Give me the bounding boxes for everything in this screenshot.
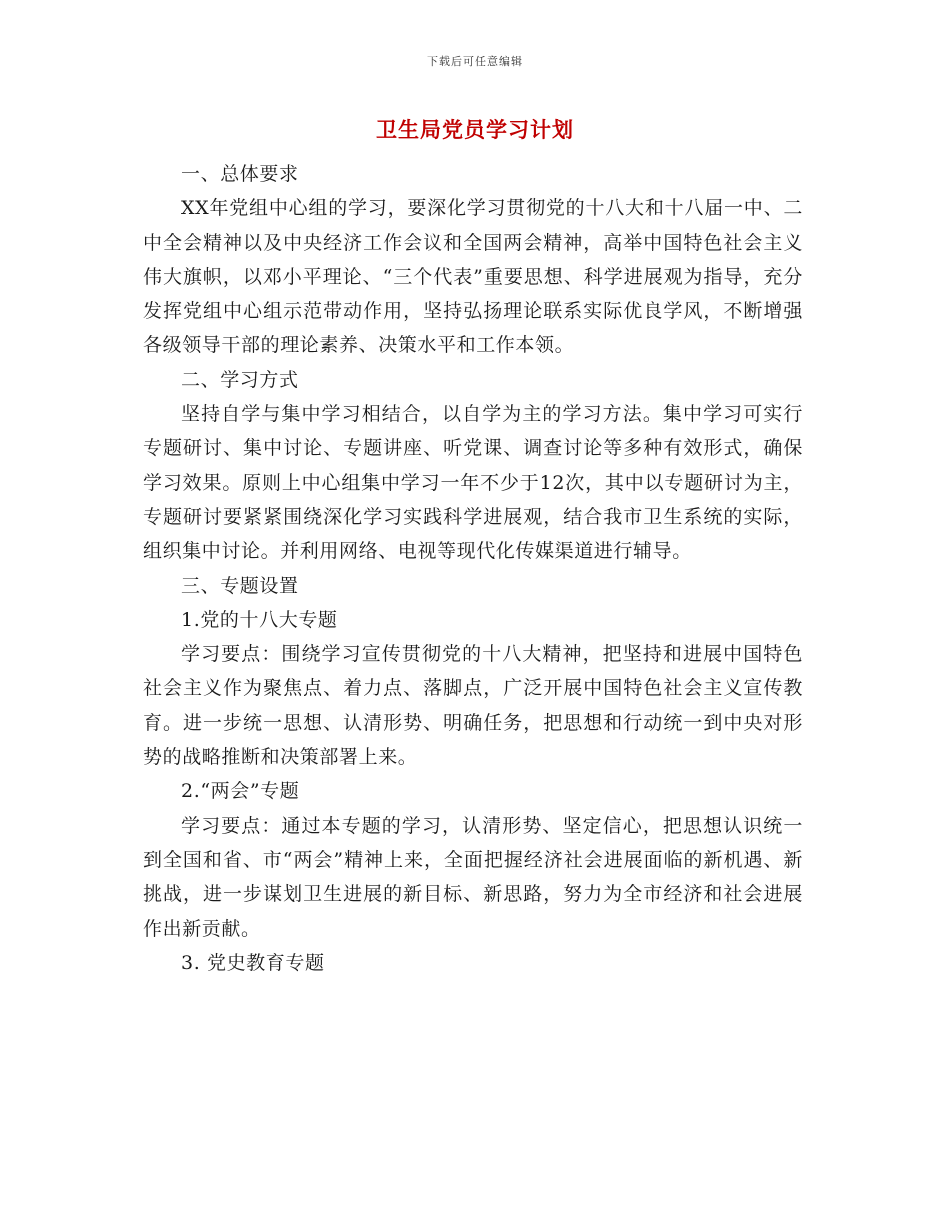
document-title: 卫生局党员学习计划 [376, 117, 574, 142]
topic-heading-party-history: 3. 党史教育专题 [181, 951, 325, 974]
paragraph-18th-congress: 学习要点：围绕学习宣传贯彻党的十八大精神，把坚持和进展中国特色社会主义作为聚焦点、着力点、落脚点，广泛开展中国特色社会主义宣传教育。进一步统一思想、认清形势、明确任务，把思想和行动统一到中央对形势的战略推断和决策部署上来。 [143, 643, 803, 769]
header-note: 下载后可任意编辑 [427, 55, 523, 68]
section-heading-study-methods: 二、学习方式 [181, 368, 299, 391]
paragraph-general-requirements: XX年党组中心组的学习，要深化学习贯彻党的十八大和十八届一中、二中全会精神以及中央经济工作会议和全国两会精神，高举中国特色社会主义伟大旗帜，以邓小平理论、“三个代表”重要思想、科学进展观为指导，充分发挥党组中心组示范带动作用，坚持弘扬理论联系实际优良学风，不断增强各级领导干部的理论素养、决策水平和工作本领。 [143, 197, 803, 357]
topic-heading-18th-congress: 1.党的十八大专题 [181, 608, 338, 631]
paragraph-study-methods: 坚持自学与集中学习相结合，以自学为主的学习方法。集中学习可实行专题研讨、集中讨论、专题讲座、听党课、调查讨论等多种有效形式，确保学习效果。原则上中心组集中学习一年不少于12次，其中以专题研讨为主，专题研讨要紧紧围绕深化学习实践科学进展观，结合我市卫生系统的实际，组织集中讨论。并利用网络、电视等现代化传媒渠道进行辅导。 [143, 403, 803, 563]
section-heading-general-requirements: 一、总体要求 [181, 163, 299, 185]
document-body [143, 157, 803, 980]
topic-heading-two-sessions: 2.“两会”专题 [181, 780, 300, 803]
section-heading-topics: 三、专题设置 [181, 574, 299, 597]
paragraph-two-sessions: 学习要点：通过本专题的学习，认清形势、坚定信心，把思想认识统一到全国和省、市“两会”精神上来，全面把握经济社会进展面临的新机遇、新挑战，进一步谋划卫生进展的新目标、新思路，努力为全市经济和社会进展作出新贡献。 [143, 814, 803, 940]
